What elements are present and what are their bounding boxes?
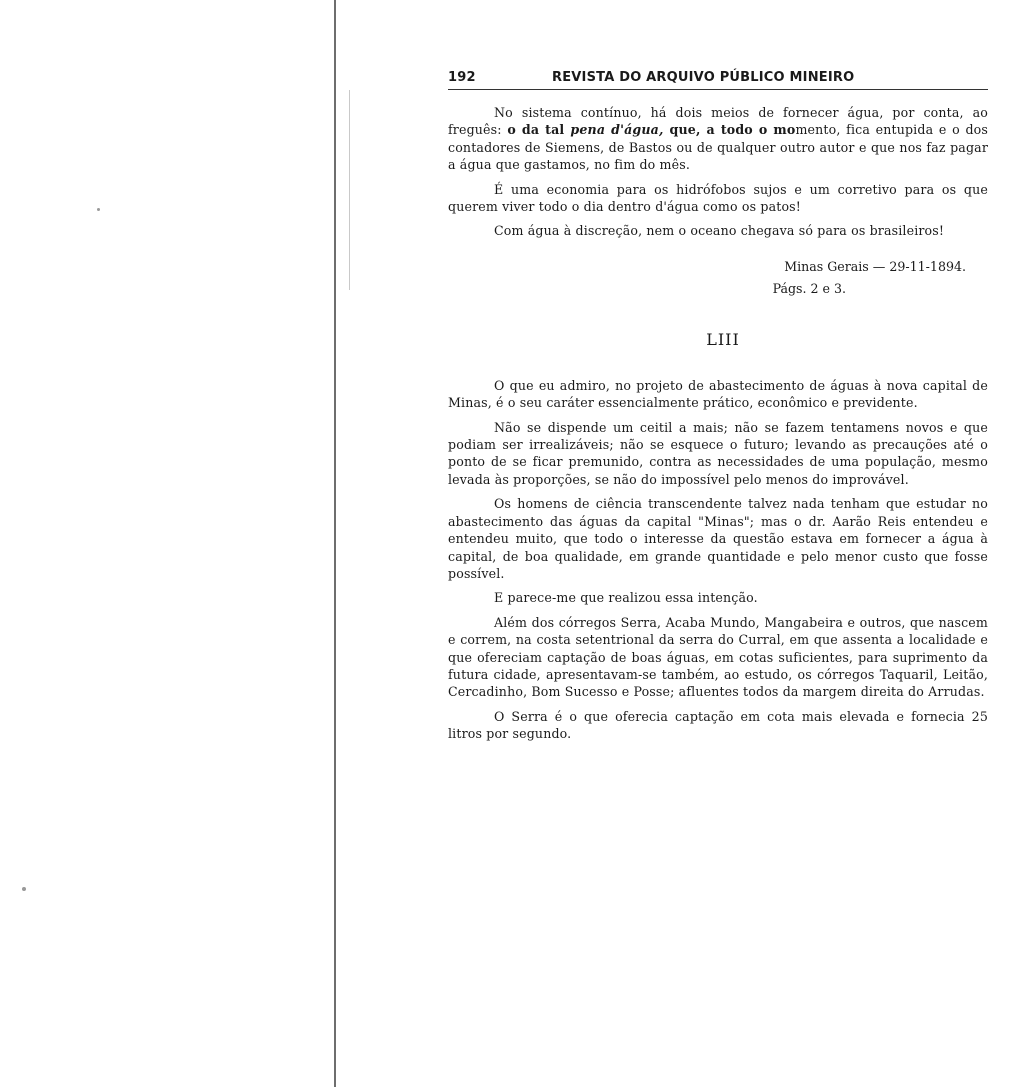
paragraph: Com água à discreção, nem o oceano chegava só para os brasileiros! xyxy=(494,223,945,239)
source-pages: Págs. 2 e 3. xyxy=(772,280,846,296)
paragraph: Além dos córregos Serra, Acaba Mundo, Mangabeira e outros, que nascem e correm, na costa setentrional da serra do Curral, em que assenta a localidade e que ofereciam captação de boas águas, em cotas suficientes, para suprimento da futura cidade, apresentavam-se também, ao estudo, os córregos Taquaril, Leitão, Cercadinho, Bom Sucesso e Posse; afluentes todos da margem direita do Arrudas. xyxy=(448,614,988,700)
paragraph-bold-text: que, a todo o mo xyxy=(663,122,796,138)
paragraph: E parece-me que realizou essa intenção. xyxy=(494,590,758,606)
paragraph-bold-italic-text: pena d'água, xyxy=(570,122,664,138)
journal-title: REVISTA DO ARQUIVO PÚBLICO MINEIRO xyxy=(552,70,855,85)
paragraph-text: mento, fica entupida e o dos contadores de Siemens, de Bastos ou de qualquer outro autor e que nos faz pagar a água que gastamos, no fim do mês. xyxy=(448,122,989,173)
paragraph-text: No sistema contínuo, há dois meios de fornecer água, por conta, ao freguês: xyxy=(448,105,988,138)
paragraph: É uma economia para os hidrófobos sujos e um corretivo para os que querem viver todo o dia dentro d'água como os patos! xyxy=(448,181,988,215)
source-date: Minas Gerais — 29-11-1894. xyxy=(784,258,966,274)
paper-speck xyxy=(22,887,26,891)
paragraph: Não se dispende um ceitil a mais; não se fazem tentamens novos e que podiam ser irrealizáveis; não se esquece o futuro; levando as precauções até o ponto de se ficar premunido, contra as necessidades de uma população, mesmo levada às proporções, se não do impossível pelo menos do improvável. xyxy=(448,419,988,487)
page-number: 192 xyxy=(448,70,476,85)
paragraph: O Serra é o que oferecia captação em cota mais elevada e fornecia 25 litros por segundo. xyxy=(448,708,988,742)
paragraph-bold-text: o da tal xyxy=(507,122,571,138)
binding-shadow-line xyxy=(349,90,350,290)
section-title: LIII xyxy=(706,329,740,349)
paragraph: Os homens de ciência transcendente talvez nada tenham que estudar no abastecimento das águas da capital "Minas"; mas o dr. Aarão Reis entendeu e entendeu muito, que todo o interesse da questão estava em fornecer a água à capital, de boa qualidade, em grande quantidade e pelo menor custo que fosse possível. xyxy=(448,496,988,581)
paragraph: O que eu admiro, no projeto de abastecimento de águas à nova capital de Minas, é o seu caráter essencialmente prático, econômico e previdente. xyxy=(448,377,988,411)
paragraph xyxy=(448,104,988,174)
binding-gutter-line xyxy=(334,0,336,1087)
signature-block xyxy=(448,256,966,300)
paper-speck xyxy=(97,208,100,211)
running-header xyxy=(448,70,988,90)
document-page xyxy=(448,70,988,750)
